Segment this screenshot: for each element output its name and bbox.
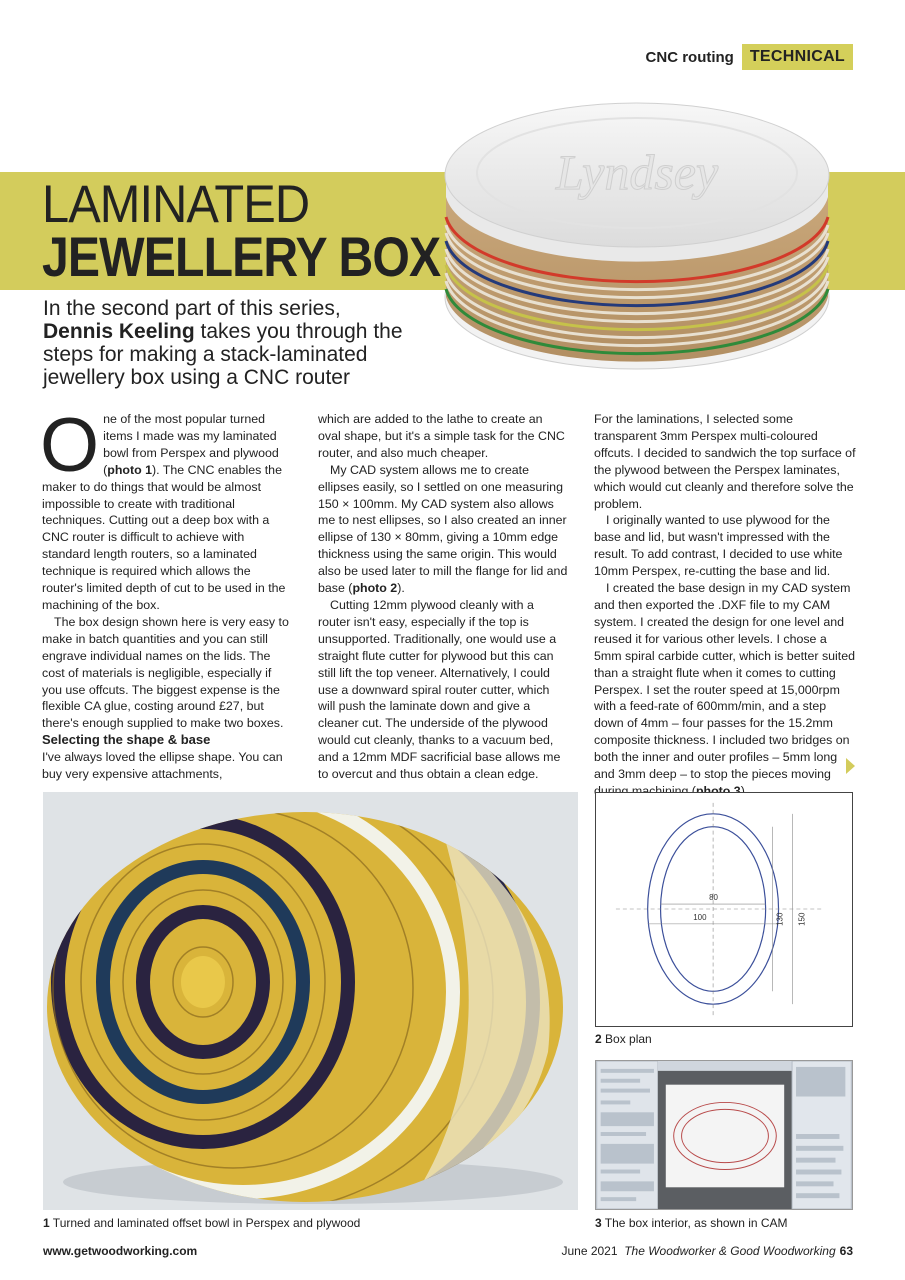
- jewellery-box-photo: [440, 85, 835, 375]
- section-badge: TECHNICAL: [742, 44, 853, 70]
- photo-3-caption: 3 The box interior, as shown in CAM: [595, 1216, 788, 1230]
- paragraph: For the laminations, I selected some transparent 3mm Perspex multi-coloured offcuts. I decided to sandwich the top surface of the plywood between the Perspex laminates, which would cut cleanly and therefore solve the problem.: [594, 412, 856, 511]
- paragraph: My CAD system allows me to create ellipses easily, so I settled on one measuring 150 × 100mm. My CAD system also allows me to nest ellipses, so I also created an inner ellipse of 130 × 80mm, giving a 10mm edge thickness using the same origin. This would also be used later to mill the flange for lid and base (photo 2).: [318, 462, 568, 596]
- body-column-3: [594, 411, 856, 800]
- footer-info: [561, 1244, 853, 1258]
- drop-cap: O: [40, 403, 100, 488]
- footer-website: www.getwoodworking.com: [43, 1244, 198, 1258]
- dim-inner-height: 130: [775, 912, 785, 926]
- body-column-2: [318, 411, 568, 783]
- photo-ref: photo 1: [107, 462, 153, 477]
- subheading: Selecting the shape & base: [42, 732, 211, 748]
- paragraph: I created the base design in my CAD system and then exported the .DXF file to my CAM system. I created the design for one level and reused it for various other levels. I chose a 5mm spiral carbide cutter, which is better suited than a straight flute when it comes to cutting Perspex. I set the router speed at 15,000rpm with a feed-rate of 600mm/min, and a step down of 4mm – four passes for the 15.2mm composite thickness. I included two bridges on both the inner and outer profiles – 5mm long and 3mm deep – to stop the pieces moving during machining (photo 3).: [594, 581, 856, 798]
- bowl-photo: [43, 792, 578, 1210]
- paragraph: One of the most popular turned items I made was my laminated bowl from Perspex and plywood (photo 1). The CNC enables the maker to do things that would be almost impossible to create with traditional techniques. Cutting out a deep box with a CNC router is difficult to achieve with standard length routers, so a laminated technique is required which allows the router's limited depth of cut to be used in the machining of the box.: [40, 403, 286, 612]
- lid-engraving: Lyndsey: [555, 144, 719, 200]
- paragraph: which are added to the lathe to create an oval shape, but it's a simple task for the CNC router, and also much cheaper.: [318, 412, 565, 460]
- dim-inner-width: 80: [709, 893, 718, 903]
- footer-magazine: The Woodworker & Good Woodworking: [624, 1244, 836, 1258]
- section-label: CNC routing: [645, 48, 734, 66]
- paragraph: I've always loved the ellipse shape. You can buy very expensive attachments,: [42, 750, 283, 782]
- paragraph: I originally wanted to use plywood for the base and lid, but wasn't impressed with the result. To add contrast, I decided to use white 10mm Perspex, re-cutting the base and lid.: [594, 513, 843, 579]
- standfirst: In the second part of this series, Dennis Keeling takes you through the steps for making a stack-laminated jewellery box using a CNC router: [43, 297, 403, 389]
- title-line-2: JEWELLERY BOX: [42, 225, 441, 289]
- article-title: [42, 175, 505, 289]
- section-header: [646, 44, 853, 70]
- paragraph: Cutting 12mm plywood cleanly with a router isn't easy, especially if the top is unsupported. Traditionally, one would use a straight flute cutter for plywood but this can still lift the top veneer. Alternatively, I could use a downward spiral router cutter, which will push the laminate down and give a cleaner cut. The underside of the plywood would cut cleanly, thanks to a vacuum bed, and a 12mm MDF sacrificial base allows me to overcut and thus obtain a clean edge.: [318, 597, 561, 782]
- dim-outer-height: 150: [797, 912, 807, 926]
- photo-1-caption: 1 Turned and laminated offset bowl in Perspex and plywood: [43, 1216, 361, 1230]
- box-plan-diagram: [595, 792, 853, 1027]
- paragraph: The box design shown here is very easy to make in batch quantities and you can still engrave individual names on the lids. The cost of materials is negligible, especially if you use offcuts. The biggest expense is the flexible CA glue, costing around £27, but there's enough supplied to make two boxes.: [42, 614, 289, 731]
- photo-ref: photo 3: [695, 783, 741, 798]
- footer-date: June 2021: [561, 1244, 618, 1258]
- body-column-1: [40, 403, 292, 783]
- author-name: Dennis Keeling: [43, 320, 195, 343]
- title-line-1: LAMINATED: [42, 175, 310, 234]
- cam-screenshot: [595, 1060, 853, 1210]
- photo-2-caption: 2 Box plan: [595, 1032, 652, 1046]
- photo-ref: photo 2: [352, 581, 398, 596]
- continue-arrow-icon: [846, 758, 855, 774]
- dim-outer-width: 100: [693, 912, 707, 922]
- page-number: 63: [839, 1244, 853, 1258]
